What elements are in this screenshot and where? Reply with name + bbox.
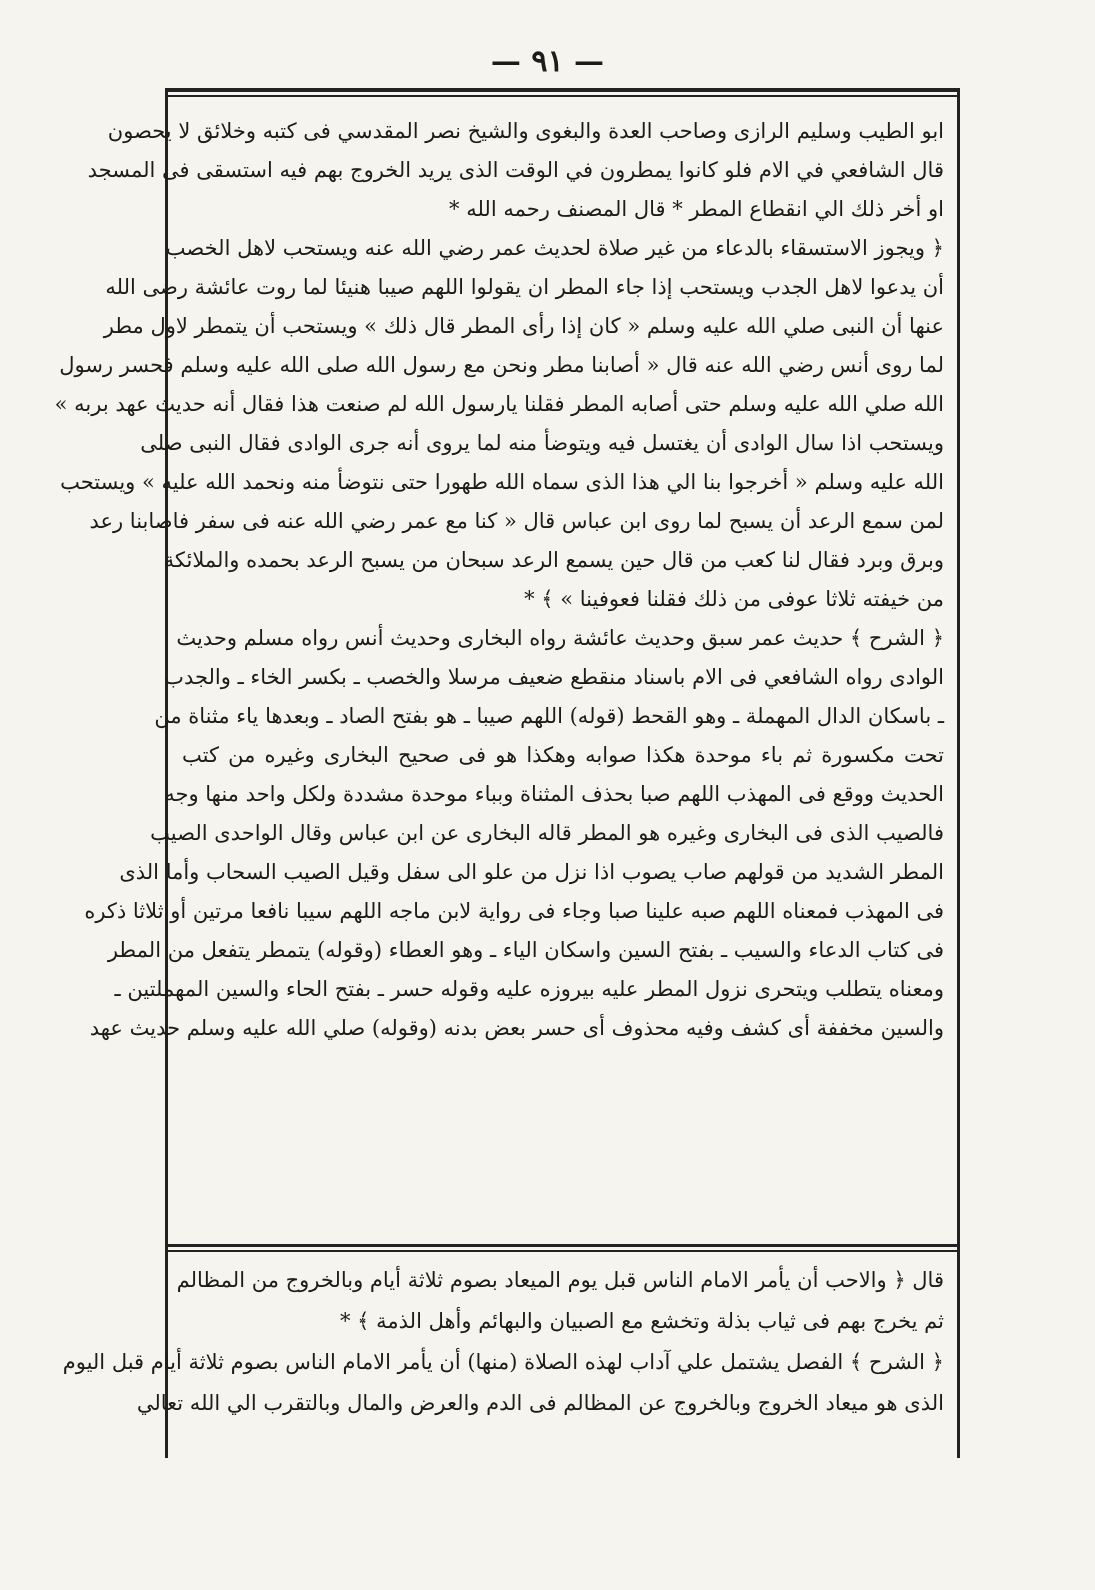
main-text-line: الحديث ووقع فى المهذب اللهم صبا بحذف المثناة وبباء موحدة مشددة ولكل واحد منها وجه (164, 782, 944, 806)
main-text-line: ﴿ الشرح ﴾ حديث عمر سبق وحديث عائشة رواه البخارى وحديث أنس رواه مسلم وحديث (176, 626, 944, 650)
footnote-text-line: ثم يخرج بهم فى ثياب بذلة وتخشع مع الصبيان والبهائم وأهل الذمة ﴾ * (339, 1309, 944, 1333)
main-text-line: الله صلي الله عليه وسلم حتى أصابه المطر فقلنا يارسول الله لم صنعت هذا فقال أنه حديث عهد بربه » (54, 392, 944, 416)
footnote-text-block (62, 1260, 944, 1424)
main-text-line: أن يدعوا لاهل الجدب ويستحب إذا جاء المطر ان يقولوا اللهم صيبا هنيئا لما روت عائشة رضى الله (105, 275, 944, 299)
main-text-line: ويستحب اذا سال الوادى أن يغتسل فيه ويتوضأ منه لما يروى أنه جرى الوادى فقال النبى صلى (140, 431, 944, 455)
main-text-line: تحت مكسورة ثم باء موحدة هكذا صوابه وهكذا هو فى صحيح البخارى وغيره من كتب (182, 743, 944, 767)
top-rule-inner (165, 95, 960, 97)
footnote-text-line: قال ﴿ والاحب أن يأمر الامام الناس قبل يوم الميعاد بصوم ثلاثة أيام وبالخروج من المظالم (176, 1268, 944, 1292)
section-divider (165, 1244, 960, 1247)
main-text-line: او أخر ذلك الي انقطاع المطر * قال المصنف رحمه الله * (449, 197, 944, 221)
main-text-line: المطر الشديد من قولهم صاب يصوب اذا نزل من علو الى سفل وقيل الصيب السحاب وأما الذى (119, 860, 944, 884)
top-rule (165, 88, 960, 92)
main-text-line: الله عليه وسلم « أخرجوا بنا الي هذا الذى سماه الله طهورا حتى نتوضأ منه ونحمد الله عليه » ويستحب (60, 470, 944, 494)
main-text-line: والسين مخففة أى كشف وفيه محذوف أى حسر بعض بدنه (وقوله) صلي الله عليه وسلم حديث عهد (89, 1016, 944, 1040)
main-text-line: من خيفته ثلاثا عوفى من ذلك فقلنا فعوفينا » ﴾ * (524, 587, 944, 611)
main-text-line: الوادى رواه الشافعي فى الام باسناد منقطع ضعيف مرسلا والخصب ـ بكسر الخاء ـ والجدب (164, 665, 944, 689)
frame-right-border (957, 88, 960, 1458)
main-text-line: فالصيب الذى فى البخارى وغيره هو المطر قاله البخارى عن ابن عباس وقال الواحدى الصيب (150, 821, 944, 845)
page-number: — ٩١ — (490, 44, 605, 79)
main-text-line: وبرق وبرد فقال لنا كعب من قال حين يسمع الرعد سبحان من يسبح الرعد بحمده والملائكة (163, 548, 944, 572)
main-text-line: لمن سمع الرعد أن يسبح لما روى ابن عباس قال « كنا مع عمر رضي الله عنه فى سفر فاصابنا رعد (89, 509, 944, 533)
main-text-line: ـ باسكان الدال المهملة ـ وهو القحط (قوله) اللهم صيبا ـ هو بفتح الصاد ـ وبعدها ياء مثناة من (154, 704, 944, 728)
main-text-line: ﴿ ويجوز الاستسقاء بالدعاء من غير صلاة لحديث عمر رضي الله عنه ويستحب لاهل الخصب (165, 236, 944, 260)
main-text-line: فى المهذب فمعناه اللهم صبه علينا صبا وجاء فى رواية لابن ماجه اللهم سيبا نافعا مرتين أو ثلاثا ذكره (84, 899, 944, 923)
footnote-text-line: الذى هو ميعاد الخروج وبالخروج عن المظالم فى الدم والعرض والمال وبالتقرب الي الله تعالي (136, 1391, 944, 1415)
main-text-line: ابو الطيب وسليم الرازى وصاحب العدة والبغوى والشيخ نصر المقدسي فى كتبه وخلائق لا يحصون (107, 119, 944, 143)
main-text-line: قال الشافعي في الام فلو كانوا يمطرون في الوقت الذى يريد الخروج بهم فيه استسقى فى المسجد (87, 158, 944, 182)
main-text-line: لما روى أنس رضي الله عنه قال « أصابنا مطر ونحن مع رسول الله صلى الله عليه وسلم فحسر رسول (59, 353, 944, 377)
main-text-block (54, 112, 944, 1048)
main-text-line: فى كتاب الدعاء والسيب ـ بفتح السين واسكان الياء ـ وهو العطاء (وقوله) يتمطر يتفعل من المطر (107, 938, 944, 962)
main-text-line: عنها أن النبى صلي الله عليه وسلم « كان إذا رأى المطر قال ذلك » ويستحب أن يتمطر لاول مطر (103, 314, 944, 338)
main-text-line: ومعناه يتطلب ويتحرى نزول المطر عليه بيروزه عليه وقوله حسر ـ بفتح الحاء والسين المهملتين ـ (114, 977, 944, 1001)
footnote-text-line: ﴿ الشرح ﴾ الفصل يشتمل علي آداب لهذه الصلاة (منها) أن يأمر الامام الناس بصوم ثلاثة أيام قبل اليوم (62, 1350, 944, 1374)
section-divider-inner (165, 1250, 960, 1252)
